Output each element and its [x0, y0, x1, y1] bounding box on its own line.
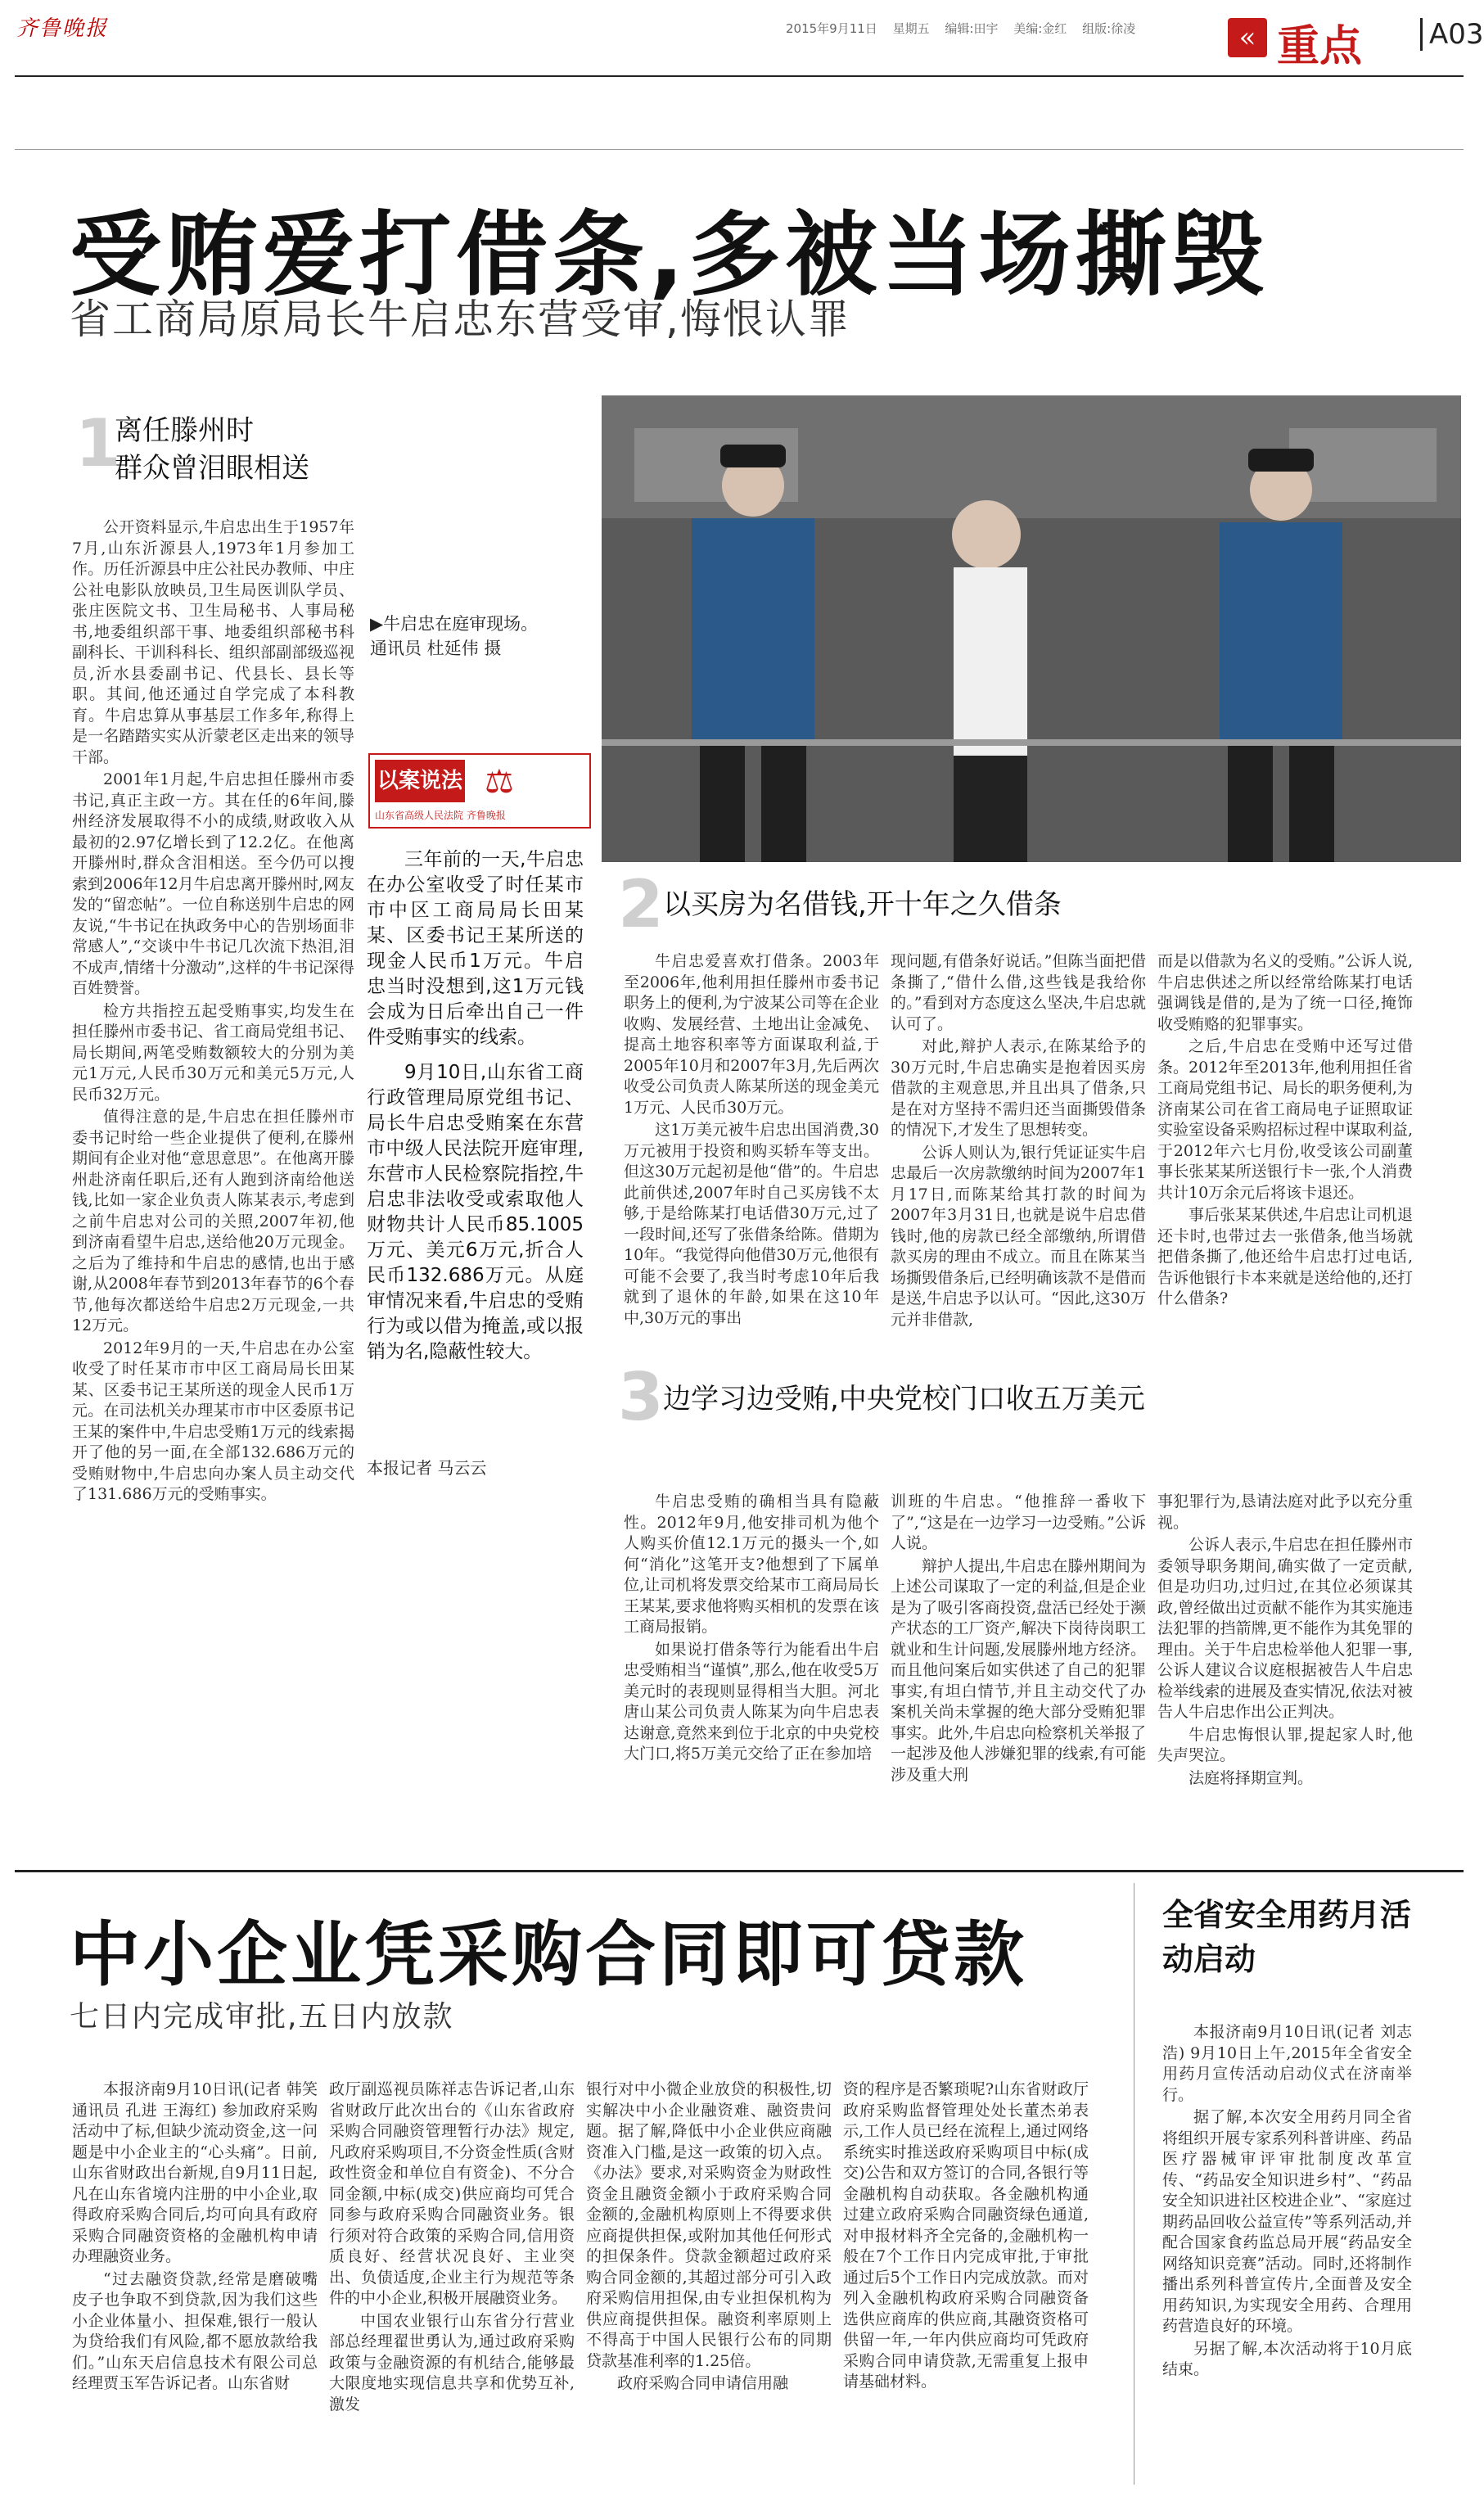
court-photo	[602, 395, 1461, 862]
paragraph: 事后张某某供述,牛启忠让司机退还卡时,也带过去一张借条,他当场就把借条撕了,他还给牛启忠打过电话,告诉他银行卡本来就是送给他的,还打什么借条?	[1157, 1206, 1413, 1307]
newspaper-logo: 齐鲁晚报	[16, 16, 109, 41]
paragraph: 对此,辩护人表示,在陈某给予的30万元时,牛启忠确实是抱着因买房借款的主观意思,并且出具了借条,只是在对方坚持不需归还当面撕毁借条的情况下,才发生了思想转变。	[891, 1037, 1146, 1139]
paragraph: 事犯罪行为,恳请法庭对此予以充分重视。	[1157, 1492, 1413, 1532]
issue-date: 2015年9月11日	[786, 21, 877, 36]
article-3-column	[1162, 2022, 1412, 2485]
section-1-column	[72, 517, 354, 1852]
lead-paragraph-1: 三年前的一天,牛启忠在办公室收受了时任某市市中区工商局局长田某某、区委书记王某所送的现金人民币1万元。牛启忠当时没想到,这1万元钱会成为日后牵出自己一件件受贿事实的线索。	[367, 849, 584, 1048]
paragraph: 牛启忠受贿的确相当具有隐蔽性。2012年9月,他安排司机为他个人购买价值12.1万元的摄头一个,如何“消化”这笔开支?他想到了下属单位,让司机将发票交给某市工商局局长王某某,要求他将购买相机的发票在该工商局报销。	[624, 1492, 879, 1636]
article-2-column-4	[843, 2079, 1089, 2485]
main-headline: 受贿爱打借条,多被当场撕毁	[70, 202, 1269, 309]
section-name: 重点	[1277, 22, 1363, 71]
section-3-title: 边学习边受贿,中央党校门口收五万美元	[663, 1383, 1145, 1416]
masthead	[0, 0, 1484, 82]
section-2-column-3	[1157, 951, 1413, 1324]
paragraph: 公诉人表示,牛启忠在担任滕州市委领导职务期间,确实做了一定贡献,但是功归功,过归过,在其位必须谋其政,曾经做出过贡献不能作为其实施违法犯罪的挡箭牌,更不能作为其免罪的理由。关于牛启忠检举他人犯罪一事,公诉人建议合议庭根据被告人牛启忠检举线索的进展及查实情况,依法对被告人牛启忠作出公正判决。	[1157, 1536, 1413, 1721]
lead-paragraph-2: 9月10日,山东省工商行政管理局原党组书记、局长牛启忠受贿案在东营市中级人民法院开庭审理,东营市人民检察院指控,牛启忠非法收受或索取他人财物共计人民币85.1005万元、美元6万元,折合人民币132.686万元。从庭审情况来看,牛启忠的受贿行为或以借为掩盖,或以报销为名,隐蔽性较大。	[367, 1062, 584, 1362]
section-tag	[1228, 10, 1416, 71]
paragraph: 本报济南9月10日讯(记者 韩笑 通讯员 孔进 王海红) 参加政府采购活动中了标,但缺少流动资金,这一问题是中小企业主的“心头痛”。日前,山东省财政出台新规,自9月11日起,凡在山东省境内注册的中小企业,取得政府采购合同后,均可向具有政府采购合同融资资格的金融机构申请办理融资业务。	[72, 2080, 318, 2265]
section-1-title	[115, 412, 309, 487]
badge-sub-label: 山东省高级人民法院 齐鲁晚报	[375, 810, 506, 821]
proofreader-credit: 组版:徐凌	[1082, 21, 1136, 36]
paragraph: 训班的牛启忠。“他推辞一番收下了”,“这是在一边学习一边受贿。”公诉人说。	[891, 1492, 1146, 1552]
section-1-number: 1	[75, 405, 121, 481]
section-3-number: 3	[618, 1359, 664, 1435]
issue-meta	[786, 20, 1147, 37]
case-law-badge	[368, 753, 591, 829]
reporter-credit: 本报记者 马云云	[367, 1458, 487, 1478]
courtroom-illustration	[602, 395, 1461, 862]
designer-credit: 美编:金红	[1013, 21, 1067, 36]
paragraph: 政府采购合同申请信用融	[617, 2374, 789, 2392]
paragraph: 据了解,本次安全用药月同全省将组织开展专家系列科普讲座、药品医疗器械审评审批制度改革宣传、“药品安全知识进乡村”、“药品安全知识进社区校进企业”、“家庭过期药品回收公益宣传”等系列活动,并配合国家食药监总局开展“药品安全网络知识竞赛”活动。同时,还将制作播出系列科普宣传片,全面普及安全用药知识,为实现安全用药、合理用药营造良好的环境。	[1162, 2108, 1412, 2335]
scales-icon: ⚖	[485, 763, 514, 801]
paragraph: 公诉人则认为,银行凭证证实牛启忠最后一次房款缴纳时间为2007年1月17日,而陈某给其打款的时间为2007年3月31日,也就是说牛启忠借钱时,他的房款已经全部缴纳,所谓借款买房的理由不成立。而且在陈某当场撕毁借条后,已经明确该款不是借而是送,牛启忠予以认可。“因此,这30万元并非借款,	[891, 1143, 1146, 1329]
paragraph: 而是以借款为名义的受贿。”公诉人说,牛启忠供述之所以经常给陈某打电话强调钱是借的,是为了统一口径,掩饰收受贿赂的犯罪事实。	[1157, 952, 1413, 1033]
paragraph: 中国农业银行山东省分行营业部总经理翟世勇认为,通过政府采购政策与金融资源的有机结合,能够最大限度地实现信息共享和优势互补,激发	[329, 2311, 575, 2413]
paragraph: 资的程序是否繁琐呢?山东省财政厅政府采购监督管理处处长董杰弟表示,工作人员已经在流程上,通过网络系统实时推送政府采购项目中标(成交)公告和双方签订的合同,各银行等金融机构自动获取。各金融机构通过建立政府采购合同融资绿色通道,对申报材料齐全完备的,金融机构一般在7个工作日内完成审批,于审批通过后5个工作日内完成放款。而对列入金融机构政府采购合同融资备选供应商库的供应商,其融资资格可供留一年,一年内供应商均可凭政府采购合同申请贷款,无需重复上报申请基础材料。	[843, 2080, 1089, 2391]
editor-credit: 编辑:田宇	[945, 21, 999, 36]
story-divider	[15, 1870, 1464, 1872]
paragraph: 法庭将择期宣判。	[1189, 1768, 1314, 1787]
section-2-number: 2	[618, 866, 664, 942]
article-2-headline: 中小企业凭采购合同即可贷款	[70, 1914, 1027, 1996]
article-3-title: 全省安全用药月活动启动	[1162, 1897, 1412, 1977]
section-3-column-2	[891, 1492, 1146, 1835]
section-2-column-1	[624, 951, 879, 1327]
section-3-column-1	[624, 1492, 879, 1835]
photo-caption: ▶牛启忠在庭审现场。 通讯员 杜延伟 摄	[370, 614, 539, 658]
article-2-column-1	[72, 2079, 318, 2485]
paragraph: 2012年9月的一天,牛启忠在办公室收受了时任某市市中区工商局局长田某某、区委书记王某所送的现金人民币1万元。在司法机关办理某市市中区委原书记王某的案件中,牛启忠受贿1万元的线索揭开了他的另一面,在全部132.686万元的受贿财物中,牛启忠向办案人员主动交代了131.686万元的受贿事实。	[72, 1339, 354, 1503]
paragraph: 值得注意的是,牛启忠在担任滕州市委书记时给一些企业提供了便利,在滕州期间有企业对他“意思意思”。在他离开滕州赴济南任职后,还有人跑到济南给他送钱,比如一家企业负责人陈某表示,考虑到之前牛启忠对公司的关照,2007年初,他到济南看望牛启忠,送给他20万元现金。之后为了维持和牛启忠的感情,也出于感谢,从2008年春节到2013年春节的6个春节,他每次都送给牛启忠2万元现金,一共12万元。	[72, 1108, 354, 1334]
headline-rule	[15, 149, 1464, 150]
paragraph: 辩护人提出,牛启忠在滕州期间为上述公司谋取了一定的利益,但是企业是为了吸引客商投资,盘活已经处于濒产状态的工厂资产,解决下岗待岗职工就业和生计问题,发展滕州地方经济。而且他问案后如实供述了自己的犯罪事实,有坦白情节,并且主动交代了办案机关尚未掌握的绝大部分受贿犯罪事实。此外,牛启忠向检察机关举报了一起涉及他人涉嫌犯罪的线索,有可能涉及重大刑	[891, 1556, 1146, 1784]
page-number: A03	[1420, 18, 1484, 51]
badge-main-label: 以案说法	[375, 760, 465, 802]
paragraph: 如果说打借条等行为能看出牛启忠受贿相当“谨慎”,那么,他在收受5万美元时的表现则显得相当大胆。河北唐山某公司负责人陈某为向牛启忠表达谢意,竟然来到位于北京的中央党校大门口,将5万美元交给了正在参加培	[624, 1640, 879, 1763]
paragraph: 牛启忠爱喜欢打借条。2003年至2006年,他利用担任滕州市委书记职务上的便利,为宁波某公司等在企业收购、发展经营、土地出让金减免、提高土地容积率等方面谋取利益,于2005年10月和2007年3月,先后两次收受公司负责人陈某所送的现金美元1万元、人民币30万元。	[624, 952, 879, 1117]
paragraph: 之后,牛启忠在受贿中还写过借条。2012年至2013年,他利用担任省工商局党组书记、局长的职务便利,为济南某公司在省工商局电子证照取证实验室设备采购招标过程中谋取利益,于2012年六七月份,收受该公司副董事长张某某所送银行卡一张,个人消费共计10万余元后将该卡退还。	[1157, 1037, 1413, 1202]
paragraph: 公开资料显示,牛启忠出生于1957年7月,山东沂源县人,1973年1月参加工作。历任沂源县中庄公社民办教师、中庄公社电影队放映员,卫生局医训队学员、张庄医院文书、卫生局秘书、人事局秘书,地委组织部干事、地委组织部秘书科副科长、干训科科长、组织部副部级巡视员,沂水县委副书记、代县长、县长等职。其间,他还通过自学完成了本科教育。牛启忠算从事基层工作多年,称得上是一名踏踏实实从沂蒙老区走出来的领导干部。	[72, 518, 354, 766]
main-subheadline: 省工商局原局长牛启忠东营受审,悔恨认罪	[70, 296, 850, 343]
paragraph: 另据了解,本次活动将于10月底结束。	[1162, 2339, 1412, 2378]
section-1-title-line1: 离任滕州时	[115, 414, 254, 447]
paragraph: 检方共指控五起受贿事实,均发生在担任滕州市委书记、省工商局党组书记、局长期间,两笔受贿数额较大的分别为美元1万元,人民币30万元和美元5万元,人民币32万元。	[72, 1001, 354, 1104]
paragraph: 现问题,有借条好说话。”但陈当面把借条撕了,“借什么借,这些钱是我给你的。”看到对方态度这么坚决,牛启忠就认可了。	[891, 952, 1146, 1033]
article-2-subheadline: 七日内完成审批,五日内放款	[70, 2000, 454, 2034]
paragraph: 政厅副巡视员陈祥志告诉记者,山东省财政厅此次出台的《山东省政府采购合同融资管理暂行办法》规定,凡政府采购项目,不分资金性质(含财政性资金和单位自有资金)、不分合同金额,中标(成交)供应商均可凭合同参与政府采购合同融资业务。银行须对符合政策的采购合同,信用资质良好、经营状况良好、主业突出、负债适度,企业主行为规范等条件的中小企业,积极开展融资业务。	[329, 2080, 575, 2307]
paragraph: 银行对中小微企业放贷的积极性,切实解决中小企业融资难、融资贵问题。据了解,降低中小企业供应商融资准入门槛,是这一政策的切入点。《办法》要求,对采购资金为财政性资金且融资金额小于政府采购合同金额的,金融机构原则上不得要求供应商提供担保,或附加其他任何形式的担保条件。贷款金额超过政府采购合同金额的,其超过部分可引入政府采购信用担保,由专业担保机构为供应商提供担保。融资利率原则上不得高于中国人民银行公布的同期贷款基准利率的1.25倍。	[586, 2080, 832, 2370]
paragraph: 牛启忠悔恨认罪,提起家人时,他失声哭泣。	[1157, 1725, 1413, 1764]
section-2-column-2	[891, 951, 1146, 1329]
paragraph: “过去融资贷款,经常是磨破嘴皮子也争取不到贷款,因为我们这些小企业体量小、担保难,银行一般认为贷给我们有风险,都不愿放款给我们。”山东天启信息技术有限公司总经理贾玉军告诉记者。山东省财	[72, 2269, 318, 2392]
masthead-rule	[15, 75, 1464, 77]
lead-sidebar	[367, 847, 584, 1365]
paragraph: 本报济南9月10日讯(记者 刘志浩) 9月10日上午,2015年全省安全用药月宣传活动启动仪式在济南举行。	[1162, 2023, 1412, 2104]
article-2-column-2	[329, 2079, 575, 2485]
paragraph: 2001年1月起,牛启忠担任滕州市委书记,真正主政一方。其在任的6年间,滕州经济发展取得不小的成绩,财政收入从最初的2.97亿增长到了12.2亿。在他离开滕州时,群众含泪相送。至今仍可以搜索到2006年12月牛启忠离开滕州时,网友发的“留恋帖”。一位自称送别牛启忠的网友说,“牛书记在执政务中心的告别场面非常感人”,“交谈中牛书记几次流下热泪,泪不成声,情绪十分激动”,这样的牛书记深得百姓赞誉。	[72, 770, 354, 997]
issue-weekday: 星期五	[892, 21, 930, 36]
section-2-title: 以买房为名借钱,开十年之久借条	[663, 888, 1062, 921]
article-2-column-3	[586, 2079, 832, 2485]
section-3-column-3	[1157, 1492, 1413, 1835]
section-1-title-line2: 群众曾泪眼相送	[115, 452, 309, 485]
paragraph: 这1万美元被牛启忠出国消费,30万元被用于投资和购买轿车等支出。但这30万元起初是他“借”的。牛启忠此前供述,2007年时自己买房钱不太够,于是给陈某打电话借30万元,过了一段时间,还写了张借条给陈。借期为10年。“我觉得向他借30万元,他很有可能不会要了,我当时考虑10年后我就到了退休的年龄,如果在这10年中,30万元的事出	[624, 1121, 879, 1327]
double-chevron-icon: «	[1228, 18, 1267, 57]
